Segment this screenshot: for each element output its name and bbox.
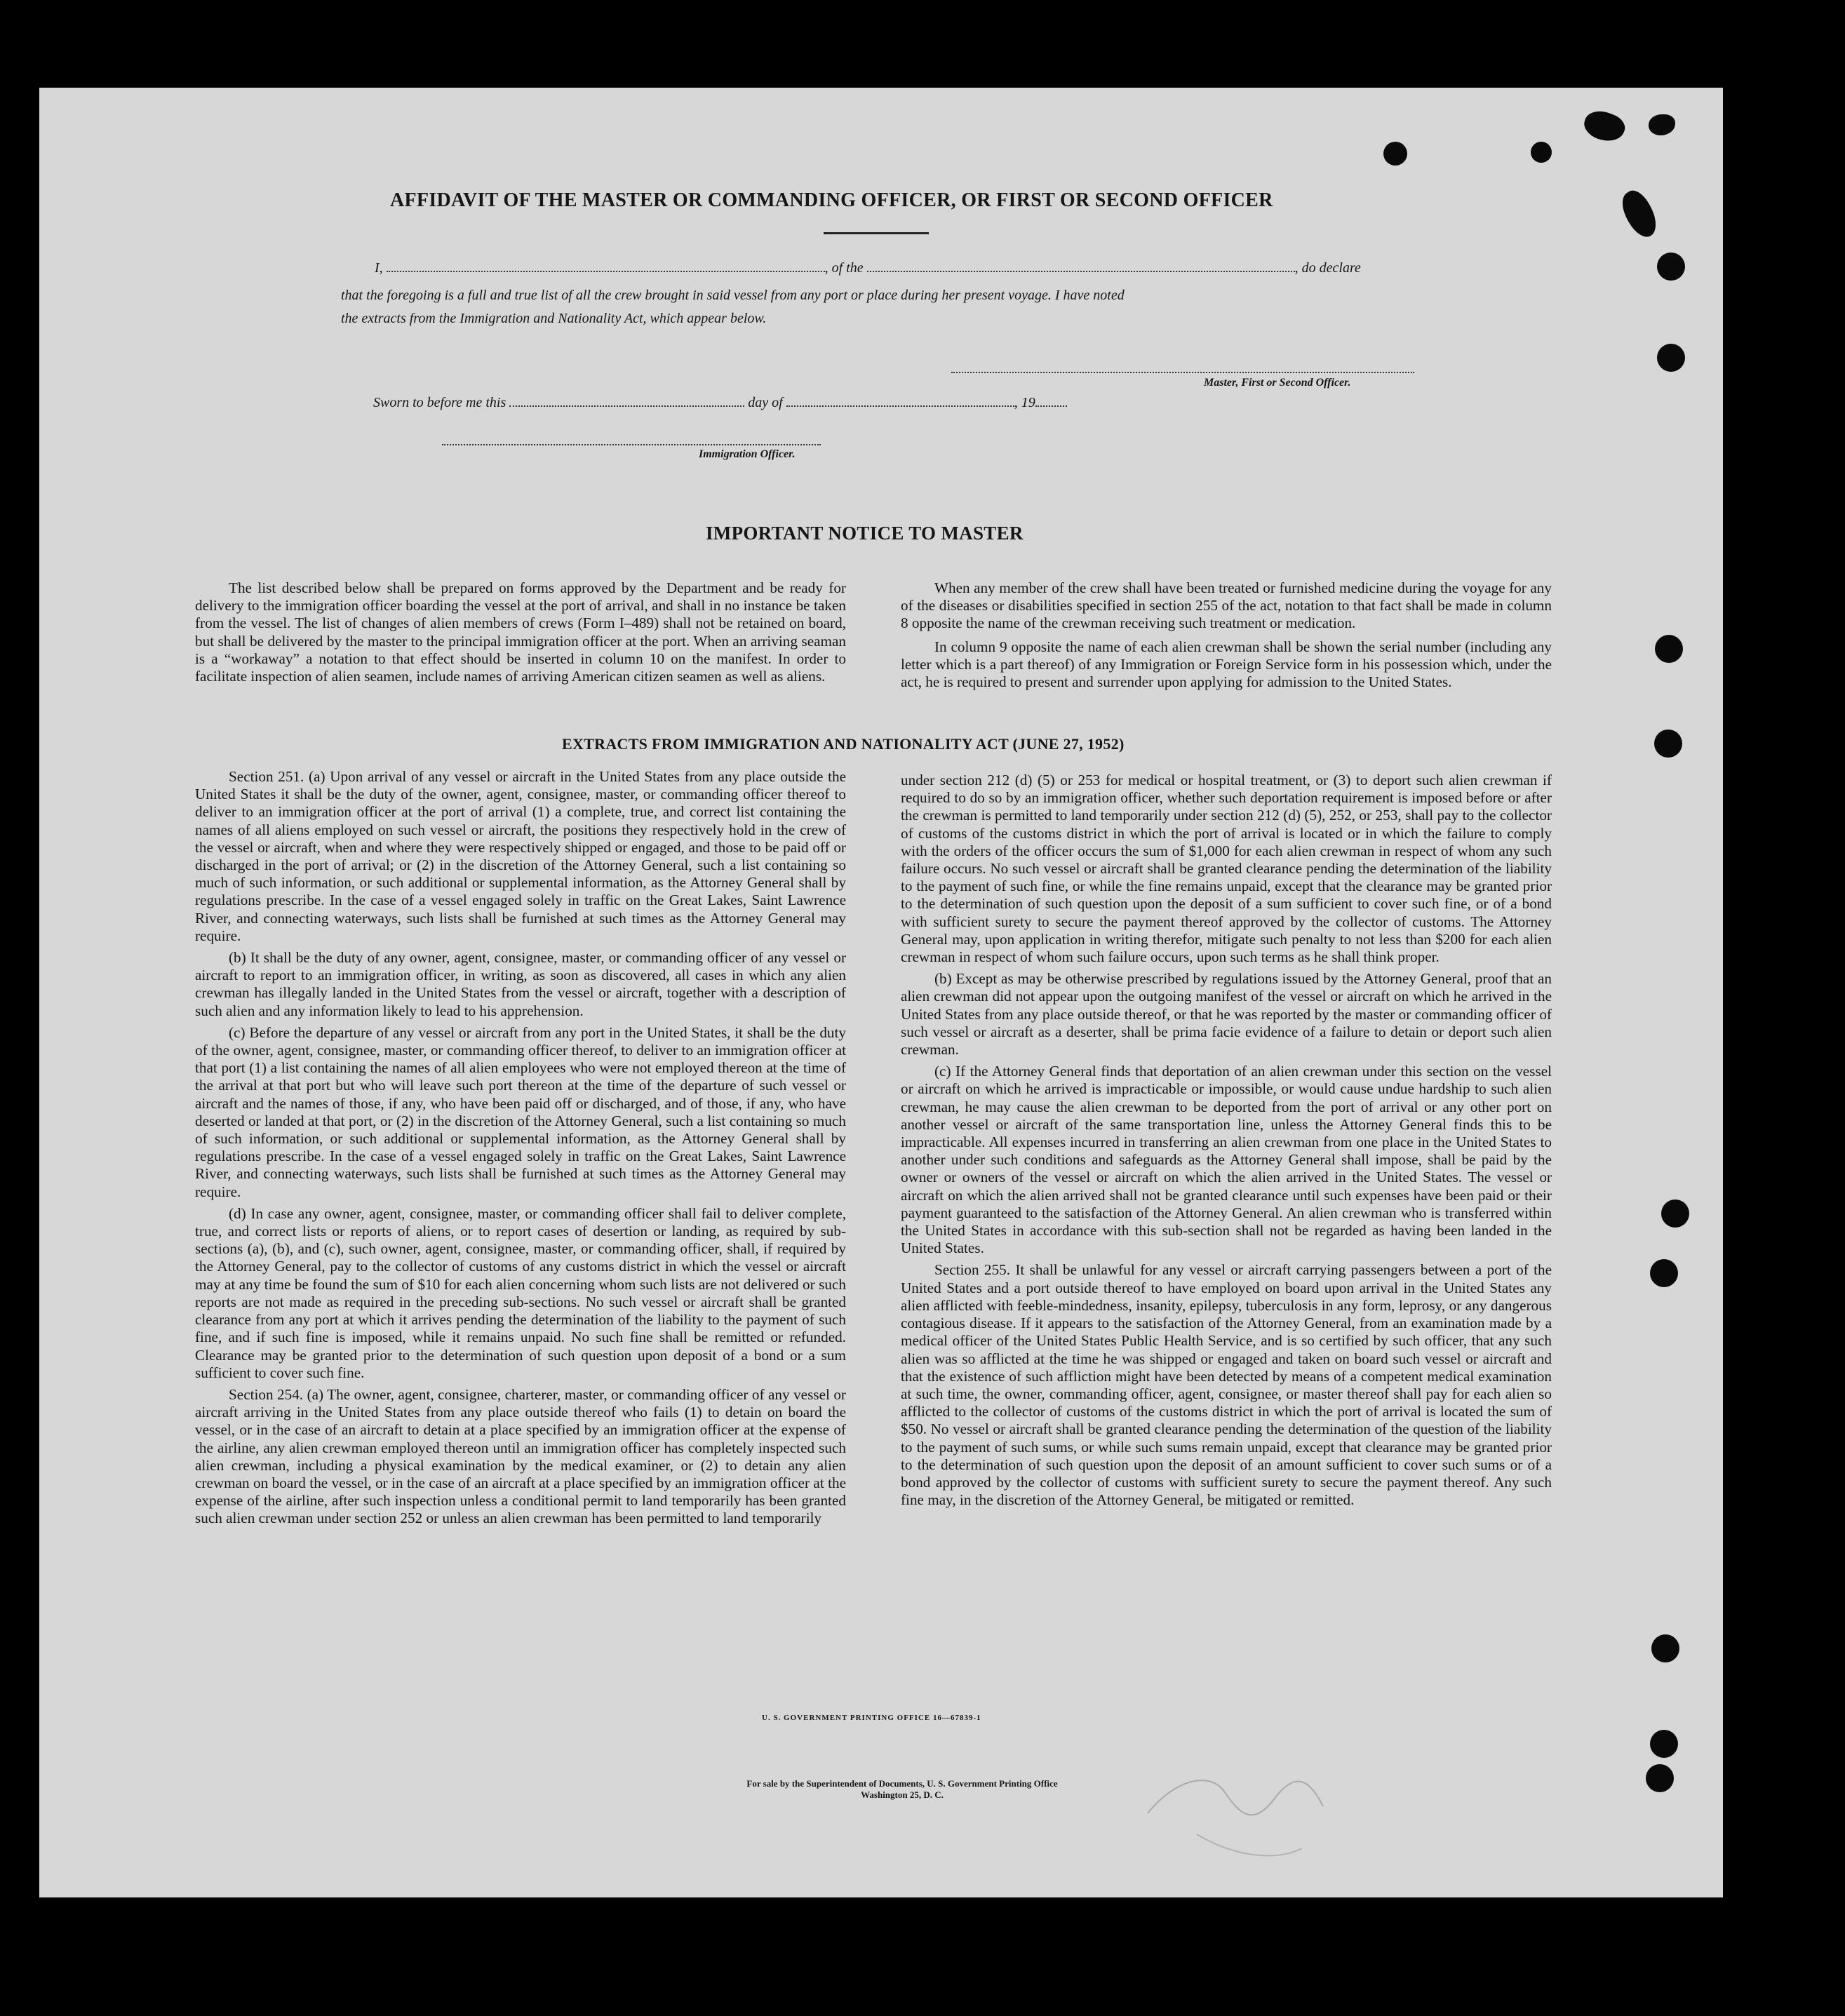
punch-hole: [1646, 1764, 1674, 1792]
punch-hole: [1531, 142, 1552, 163]
sworn-label: Sworn to before me this: [373, 395, 506, 410]
punch-hole: [1654, 730, 1682, 758]
name-field[interactable]: [387, 271, 825, 272]
year-field[interactable]: [1035, 405, 1067, 407]
section-251-d: (d) In case any owner, agent, consignee, master, or commanding officer shall fail to deliver complete, true, and correct lists or reports of aliens, or to report cases of desertion or landing, as required by sub-sections (a), (b), and (c), such owner, agent, consignee, master, or commanding officer, shall, if required by the Attorney General, pay to the collector of customs of any customs district in which the vessel or aircraft may at any time be found the sum of $10 for each alien concerning whom such lists are not delivered or such reports are not made as required in the preceding sub-sections. No such vessel or aircraft shall be granted clearance from any port at which it arrives pending the determination of the liability to the payment of such fine, and if such fine is imposed, while it remains unpaid. No such fine shall be remitted or refunded. Clearance may be granted prior to the determination of such question upon deposit of a bond or a sum sufficient to cover such fine.: [195, 1204, 846, 1381]
declaration-text-2: that the foregoing is a full and true list of all the crew brought in said vessel from any port or place during her present voyage. I have noted: [341, 288, 1125, 303]
pencil-scribble: [1134, 1750, 1344, 1876]
section-254-a-continued: under section 212 (d) (5) or 253 for medical or hospital treatment, or (3) to deport such alien crewman if required to do so by an immigration officer, whether such deportation requirement is imposed before or after the crewman is permitted to land temporarily under section 212 (d) (5), 252, or 253, shall pay to the collector of customs of the customs district in which the port of arrival is located or in which the failure to comply with the orders of the officer occurs the sum of $1,000 for each alien crewman in respect of whom any such failure occurs. No such vessel or aircraft shall be granted clearance pending the determination of the liability to the payment of such fine, or while the fine remains unpaid, except that the clearance may be granted prior to the determination of such question upon the deposit of a sum sufficient to cover such fine, or of a bond with sufficient surety to secure the payment thereof approved by the collector of customs. The Attorney General may, upon application in writing therefor, mitigate such penalty to not less than $200 for each alien crewman in respect of whom such failure occurs, upon such terms as he shall think proper.: [901, 772, 1552, 966]
punch-hole: [1650, 1259, 1678, 1287]
notice-right-column: [901, 579, 1552, 695]
sworn-line: [373, 395, 1067, 411]
sworn-date-field[interactable]: [509, 405, 744, 407]
do-declare-label: , do declare: [1294, 260, 1361, 276]
extracts-right-column: [901, 772, 1552, 1513]
sale-notice: [657, 1778, 1148, 1801]
notice-left-paragraph: The list described below shall be prepared on forms approved by the Department and be ready for delivery to the immigration officer boarding the vessel at the port of arrival, and shall in no instance be taken from the vessel. The list of changes of alien members of crews (Form I–489) shall not be retained on board, but shall be delivered by the master to the principal immigration officer at the port. When an arriving seaman is a “workaway” a notation to that effect should be inserted in column 10 on the manifest. In order to facilitate inspection of alien seamen, include names of arriving American citizen seamen as well as aliens.: [195, 579, 846, 685]
notice-right-paragraph-2: In column 9 opposite the name of each alien crewman shall be shown the serial number (including any letter which is a part thereof) of any Immigration or Foreign Service form in his possession which, under the act, he is required to present and surrender upon applying for admission to the United States.: [901, 638, 1552, 691]
master-caption: Master, First or Second Officer.: [1204, 377, 1351, 389]
year-prefix: , 19: [1014, 395, 1035, 410]
sale-line-1: For sale by the Superintendent of Documents, U. S. Government Printing Office: [746, 1778, 1058, 1789]
punch-hole: [1651, 1634, 1679, 1662]
master-signature-line[interactable]: [951, 372, 1414, 373]
section-254-b: (b) Except as may be otherwise prescribed by regulations issued by the Attorney General, proof that an alien crewman did not appear upon the outgoing manifest of the vessel or aircraft on which he arrived in the United States from any place outside thereof, or that he was reported by the master or commanding officer of such vessel or aircraft as a deserter, shall be prima facie evidence of a failure to detain or deport such alien crewman.: [901, 970, 1552, 1059]
extracts-title: EXTRACTS FROM IMMIGRATION AND NATIONALITY ACT (JUNE 27, 1952): [562, 735, 1125, 753]
notice-title: IMPORTANT NOTICE TO MASTER: [706, 523, 1024, 544]
punch-hole: [1650, 1730, 1678, 1758]
punch-hole: [1655, 635, 1683, 663]
section-254-c: (c) If the Attorney General finds that deportation of an alien crewman under this section on the vessel or aircraft on which he arrived is impracticable or impossible, or would cause undue hardship to such alien crewman, he may cause the alien crewman to be deported from the port of arrival or any other port on another vessel or aircraft of the same transportation line, unless the Attorney General finds this to be impracticable. All expenses incurred in transferring an alien crewman from one place in the United States to another under such conditions and safeguards as the Attorney General shall impose, shall be paid by the owner or owners of the vessel or aircraft on which the alien arrived in the United States. The vessel or aircraft on which the alien arrived shall not be granted clearance until such expenses have been paid or their payment guaranteed to the satisfaction of the Attorney General. An alien crewman who is transferred within the United States in accordance with this sub-section shall not be regarded as having been landed in the United States.: [901, 1063, 1552, 1257]
title-underline: [824, 232, 929, 234]
sale-line-2: Washington 25, D. C.: [861, 1789, 944, 1800]
section-251-a: Section 251. (a) Upon arrival of any vessel or aircraft in the United States from any place outside the United States it shall be the duty of the owner, agent, consignee, master, or commanding officer thereof to deliver to an immigration officer at the port of arrival (1) a complete, true, and correct list containing the names of all aliens employed on such vessel or aircraft, the positions they respectively hold in the crew of the vessel or aircraft, when and where they were respectively shipped or engaged, and those to be paid off or discharged in the port of arrival; or (2) in the discretion of the Attorney General, such a list containing so much of such information, or such additional or supplemental information, as the Attorney General shall by regulations prescribe. In the case of a vessel engaged solely in traffic on the Great Lakes, Saint Lawrence River, and connecting waterways, such lists shall be furnished at such times as the Attorney General may require.: [195, 768, 846, 944]
affidavit-title: AFFIDAVIT OF THE MASTER OR COMMANDING OFFICER, OR FIRST OR SECOND OFFICER: [390, 189, 1273, 211]
section-251-b: (b) It shall be the duty of any owner, agent, consignee, master, or commanding officer of any vessel or aircraft to report to an immigration officer, in writing, as soon as discovered, all cases in which any alien crewman has illegally landed in the United States from the vessel or aircraft, together with a description of such alien and any information likely to lead to his apprehension.: [195, 949, 846, 1019]
notice-right-paragraph-1: When any member of the crew shall have been treated or furnished medicine during the voyage for any of the diseases or disabilities specified in section 255 of the act, notation to that fact shall be made in column 8 opposite the name of the crewman receiving such treatment or medication.: [901, 579, 1552, 632]
i-label: I,: [375, 260, 383, 276]
punch-hole: [1661, 1199, 1689, 1228]
vessel-field[interactable]: [867, 271, 1295, 272]
immigration-officer-caption: Immigration Officer.: [699, 448, 796, 460]
month-field[interactable]: [786, 405, 1014, 407]
punch-hole: [1383, 142, 1407, 166]
section-254-a: Section 254. (a) The owner, agent, consignee, charterer, master, or commanding officer of any vessel or aircraft arriving in the United States from any place outside thereof who fails (1) to detain on board the vessel, or in the case of an aircraft to detain at a place specified by an immigration officer at the expense of the airline, any alien crewman employed thereon until an immigration officer has completely inspected such alien crewman, including a physical examination by the medical examiner, or (2) to detain any alien crewman on board the vessel, or in the case of an aircraft at a place specified by an immigration officer at the expense of the airline, after such inspection unless a conditional permit to land temporarily has been granted such alien crewman under section 252 or unless an alien crewman has been permitted to land temporarily: [195, 1385, 846, 1527]
day-of-label: day of: [748, 395, 783, 410]
punch-hole: [1657, 344, 1685, 372]
punch-hole: [1657, 253, 1685, 281]
document-page: [39, 88, 1723, 1897]
printing-office-imprint: U. S. GOVERNMENT PRINTING OFFICE 16—67839-1: [762, 1714, 981, 1722]
section-251-c: (c) Before the departure of any vessel or aircraft from any port in the United States, it shall be the duty of the owner, agent, consignee, master, or commanding officer thereof, to deliver to an immigration officer at that port (1) a list containing the names of all alien employees who were not employed thereon at the time of the arrival at that port but who will leave such port thereon at the time of the departure of such vessel or aircraft and the names of those, if any, who have been paid off or discharged, and of those, if any, who have deserted or landed at that port, or (2) in the discretion of the Attorney General, such a list containing so much of such information, or such additional or supplemental information, as the Attorney General shall by regulations prescribe. In the case of a vessel engaged solely in traffic on the Great Lakes, Saint Lawrence River, and connecting waterways, such lists shall be furnished at such times as the Attorney General may require.: [195, 1023, 846, 1200]
declaration-text-3: the extracts from the Immigration and Nationality Act, which appear below.: [341, 311, 767, 326]
section-255: Section 255. It shall be unlawful for any vessel or aircraft carrying passengers between a port of the United States and a port outside thereof to have employed on board upon arrival in the United States any alien afflicted with feeble-mindedness, insanity, epilepsy, tuberculosis in any form, leprosy, or any dangerous contagious disease. If it appears to the satisfaction of the Attorney General, from an examination made by a medical officer of the United States Public Health Service, and is so certified by such officer, that any such alien was so afflicted at the time he was shipped or engaged and taken on board such vessel or aircraft and that the existence of such affliction might have been detected by means of a competent medical examination at such time, the owner, commanding officer, agent, consignee, or master thereof shall pay for each alien so afflicted to the collector of customs of the customs district in which the port of arrival is located the sum of $50. No vessel or aircraft shall be granted clearance pending the determination of the question of the liability to the payment of such sums, or while such sums remain unpaid, except that clearance may be granted prior to the determination of such question upon the deposit of an amount sufficient to cover such sums or of a bond approved by the collector of customs with sufficient surety to secure the payment thereof. Any such fine may, in the discretion of the Attorney General, be mitigated or remitted.: [901, 1261, 1552, 1509]
declaration-line: [375, 260, 1361, 276]
immigration-officer-signature-line[interactable]: [442, 444, 821, 445]
notice-left-column: [195, 579, 846, 690]
extracts-left-column: [195, 768, 846, 1532]
of-the-label: , of the: [824, 260, 864, 276]
